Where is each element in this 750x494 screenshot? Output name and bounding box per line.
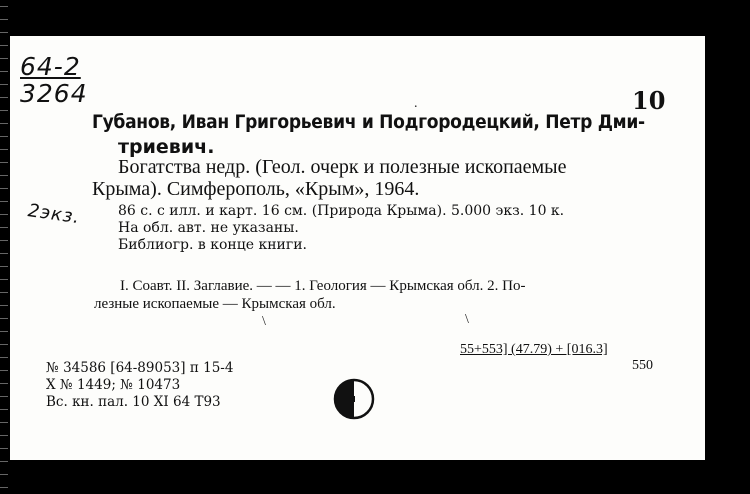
call-number-top: 64-2 bbox=[20, 52, 81, 81]
tracings-line-2: лезные ископаемые — Крымская обл. bbox=[94, 296, 336, 312]
call-number-bottom: 3264 bbox=[20, 79, 88, 108]
author-line-2: триевич. bbox=[118, 136, 215, 158]
classification-line-1: 55+553] (47.79) + [016.3] bbox=[460, 342, 608, 357]
stray-mark: . bbox=[414, 96, 418, 111]
tracings-line-1: I. Соавт. II. Заглавие. — — 1. Геология — Крымская обл. 2. По- bbox=[120, 278, 526, 294]
registry-line-1: № 34586 [64-89053] п 15-4 bbox=[46, 360, 234, 376]
copies-note: 2экз. bbox=[26, 200, 82, 229]
stray-mark: \ bbox=[465, 312, 469, 327]
registry-line-2: X № 1449; № 10473 bbox=[46, 377, 181, 393]
classification-line-2: 550 bbox=[632, 358, 653, 373]
catalog-card bbox=[10, 36, 705, 460]
author-line-1: Губанов, Иван Григорьевич и Подгородецкий, Петр Дми- bbox=[92, 111, 645, 133]
description-line-1: 86 с. с илл. и карт. 16 см. (Природа Крыма). 5.000 экз. 10 к. bbox=[118, 203, 565, 219]
title-line-2: Крыма). Симферополь, «Крым», 1964. bbox=[92, 178, 420, 200]
library-seal-icon bbox=[333, 378, 375, 420]
registry-line-3: Вс. кн. пал. 10 XI 64 Т93 bbox=[46, 394, 221, 410]
description-line-3: Библиогр. в конце книги. bbox=[118, 237, 308, 253]
card-number: 10 bbox=[632, 86, 666, 115]
title-line-1: Богатства недр. (Геол. очерк и полезные ископаемые bbox=[118, 156, 567, 178]
film-edge bbox=[0, 0, 8, 494]
stray-mark: \ bbox=[262, 314, 266, 329]
description-line-2: На обл. авт. не указаны. bbox=[118, 220, 299, 236]
